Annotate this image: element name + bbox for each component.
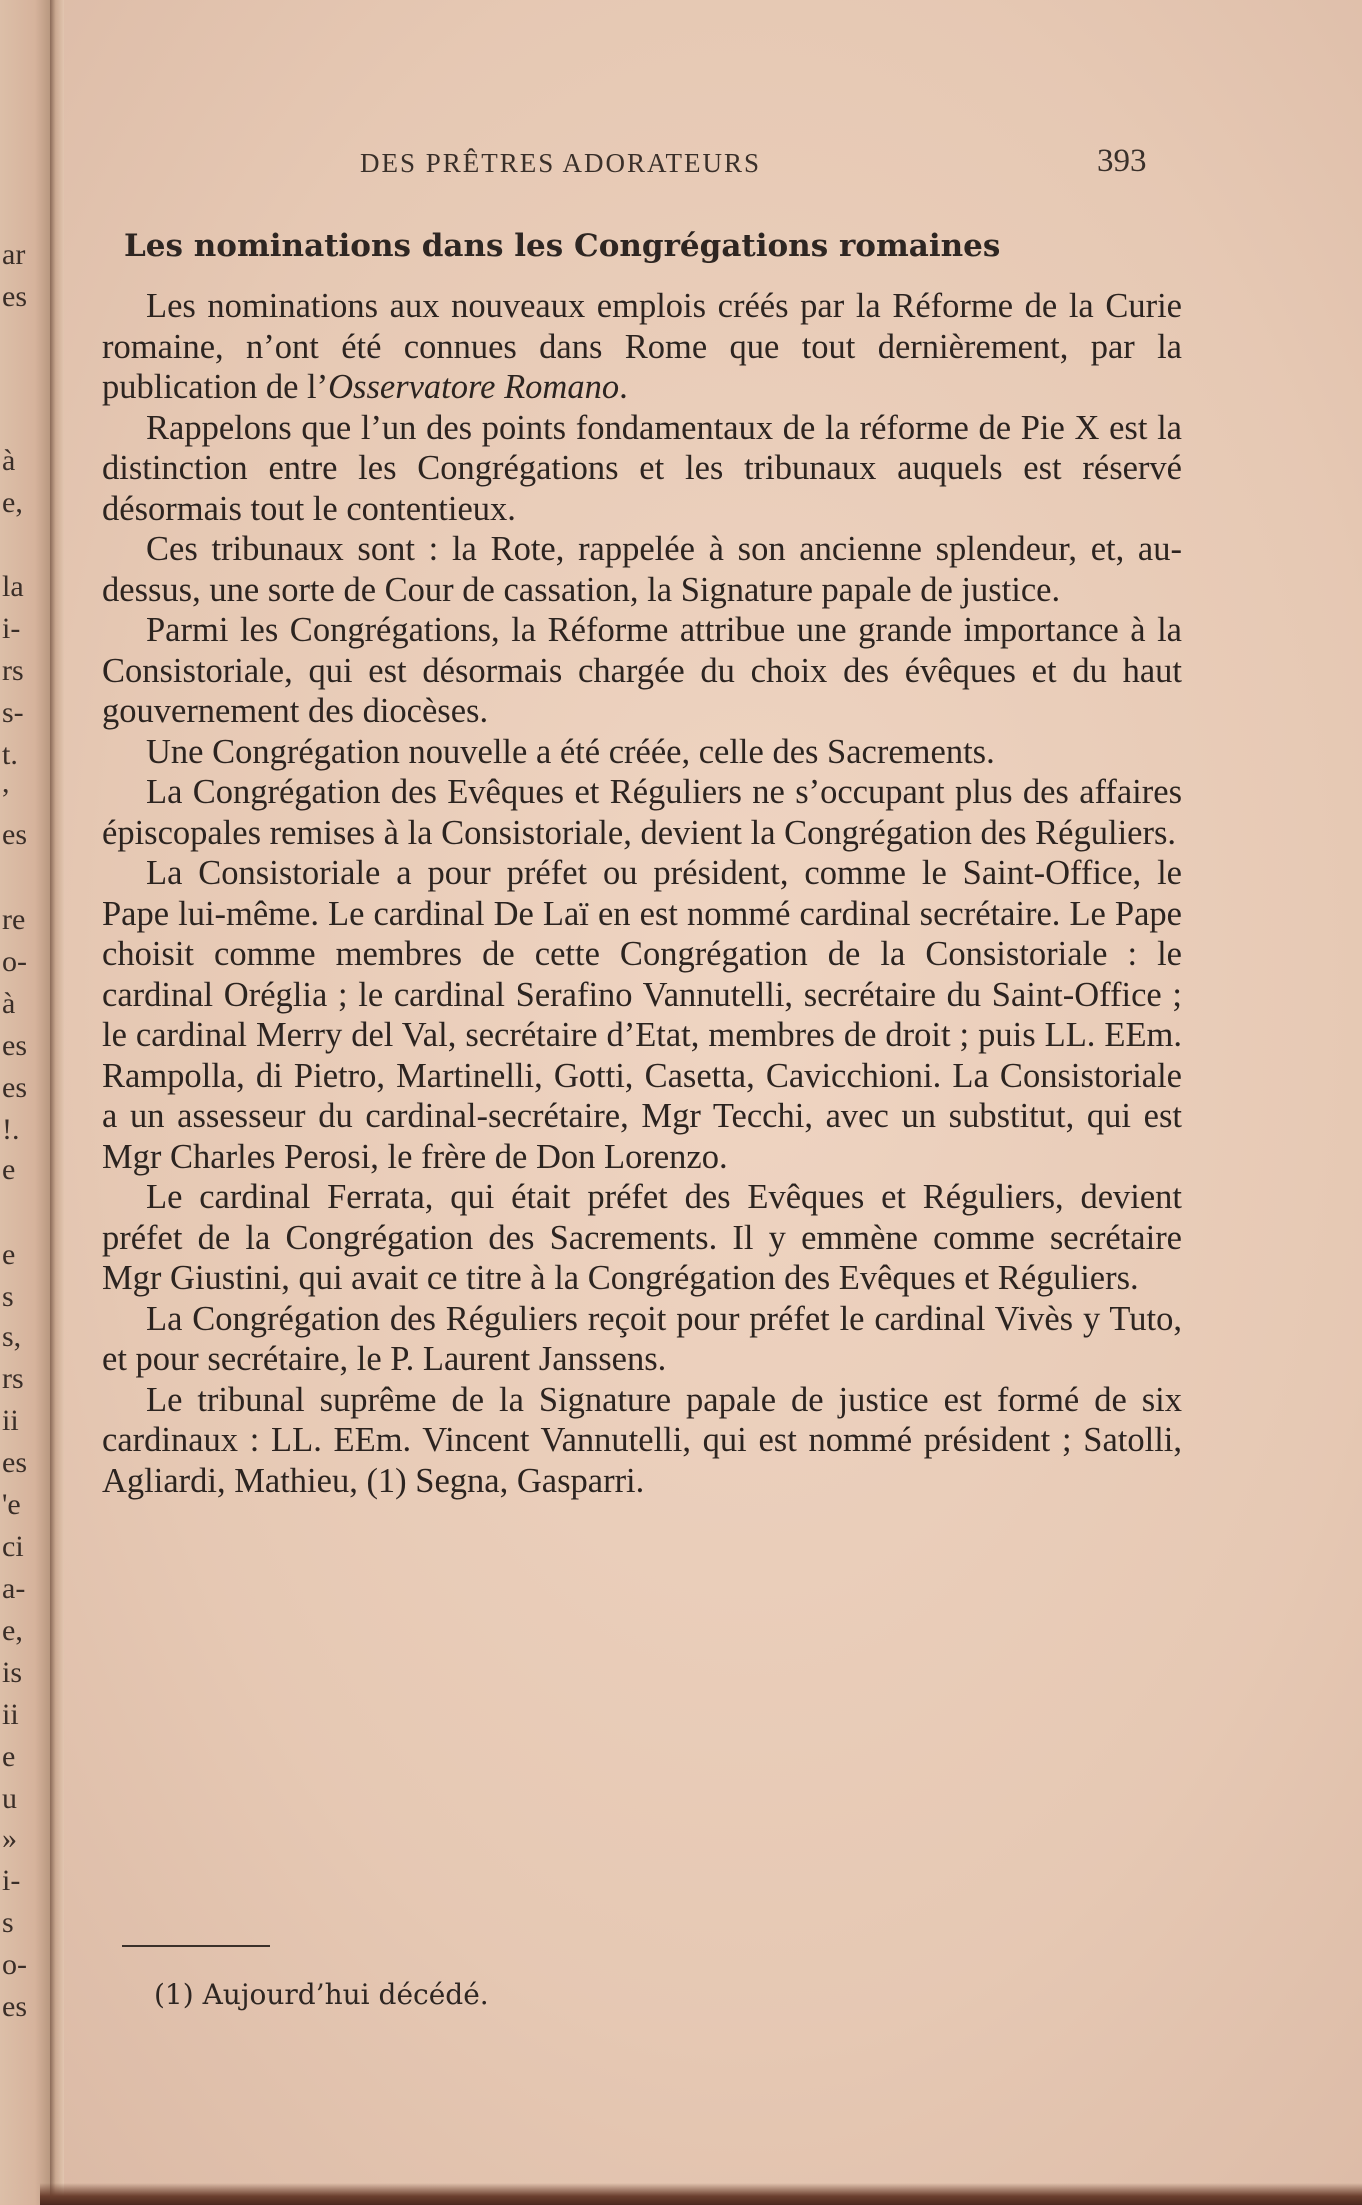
- left-page-fragment: e,: [2, 1614, 23, 1647]
- left-page-fragment: u: [2, 1782, 17, 1815]
- running-head: DES PRÊTRES ADORATEURS: [360, 148, 762, 178]
- left-page-fragment: s-: [2, 696, 24, 729]
- left-page-fragment: es: [2, 1446, 27, 1479]
- paragraph-4: Parmi les Congrégations, la Réforme attribue une grande importance à la Consistoriale, qui est désormais chargée du choix des évêques et du haut gouvernement des diocèses.: [102, 611, 1182, 730]
- left-page-fragment: e: [2, 1238, 16, 1271]
- left-page-fragment: e: [2, 1740, 16, 1773]
- page-number: 393: [1097, 143, 1147, 179]
- paragraph-2: Rappelons que l’un des points fondamentaux de la réforme de Pie X est la distinction entre les Congrégations et les tribunaux auquels est réservé désormais tout le contentieux.: [102, 408, 1182, 528]
- left-page-fragment: o-: [2, 1948, 27, 1981]
- left-page-fragment: is: [2, 1656, 23, 1689]
- left-page-fragment: la: [2, 570, 24, 603]
- left-page-fragment: à: [2, 444, 16, 477]
- paragraph-5: Une Congrégation nouvelle a été créée, celle des Sacrements.: [146, 732, 995, 771]
- body-text: [102, 286, 1182, 1501]
- left-page-fragment: s,: [2, 1320, 22, 1353]
- section-title: Les nominations dans les Congrégations romaines: [124, 228, 1001, 264]
- page-bottom-edge: [40, 2183, 1362, 2205]
- left-page-fragment: t.: [2, 738, 18, 771]
- left-page-fragment: es: [2, 1029, 27, 1062]
- paragraph-1-end: .: [619, 368, 628, 406]
- left-page-fragment: ,: [2, 766, 10, 799]
- paragraph-9: La Congrégation des Réguliers reçoit pour préfet le cardinal Vivès y Tuto, et pour secrétaire, le P. Laurent Janssens.: [102, 1299, 1182, 1378]
- left-page-fragment: es: [2, 1990, 27, 2023]
- left-page-fragment: s: [2, 1906, 14, 1939]
- left-page-fragment: ci: [2, 1530, 24, 1563]
- left-page-fragment: s: [2, 1280, 14, 1313]
- left-page-fragment: à: [2, 987, 16, 1020]
- left-page-fragment: i-: [2, 612, 21, 645]
- left-page-fragment: i-: [2, 1864, 21, 1897]
- paragraph-10: Le tribunal suprême de la Signature papale de justice est formé de six cardinaux : LL. EEm. Vincent Vannutelli, qui est nommé président ; Satolli, Agliardi, Mathieu, (1) Segna, Gasparri.: [102, 1380, 1182, 1500]
- left-page-fragment: re: [2, 903, 26, 936]
- left-page-fragment: e,: [2, 486, 23, 519]
- left-page-fragment: es: [2, 818, 27, 851]
- paragraph-1-text: Les nominations aux nouveaux emplois créés par la Réforme de la Curie romaine, n’ont été connues dans Rome que tout dernièrement, par la publication de l’: [102, 287, 1182, 406]
- left-page-fragment: es: [2, 1071, 27, 1104]
- left-page-fragment: ar: [2, 238, 26, 271]
- left-page-fragment: »: [2, 1822, 17, 1855]
- paragraph-6: La Congrégation des Evêques et Réguliers ne s’occupant plus des affaires épiscopales remises à la Consistoriale, devient la Congrégation des Réguliers.: [102, 773, 1182, 852]
- paragraph-1: [102, 286, 1182, 408]
- footnote-rule: [122, 1945, 270, 1947]
- left-page-fragment: rs: [2, 1362, 24, 1395]
- left-page-fragment: es: [2, 280, 27, 313]
- newspaper-title: Osservatore Romano: [328, 368, 620, 406]
- left-page-fragment: ii: [2, 1404, 19, 1437]
- footnote: (1) Aujourd’hui décédé.: [154, 1978, 489, 2011]
- left-page-fragment: a-: [2, 1572, 26, 1605]
- left-page-fragment: 'e: [2, 1488, 21, 1521]
- book-spine-shadow: [50, 0, 64, 2205]
- left-page-fragment: e: [2, 1153, 16, 1186]
- left-page-fragment: o-: [2, 945, 27, 978]
- paragraph-3: Ces tribunaux sont : la Rote, rappelée à son ancienne splendeur, et, au-dessus, une sorte de Cour de cassation, la Signature papale de justice.: [102, 530, 1182, 609]
- left-page-fragment: rs: [2, 654, 24, 687]
- left-page-fragment: ii: [2, 1698, 19, 1731]
- paragraph-7: La Consistoriale a pour préfet ou président, comme le Saint-Office, le Pape lui-même. Le cardinal De Laï en est nommé cardinal secrétaire. Le Pape choisit comme membres de cette Congrégation de la Consistoriale : le cardinal Oréglia ; le cardinal Serafino Vannutelli, secrétaire du Saint-Office ; le cardinal Merry del Val, secrétaire d’Etat, membres de droit ; puis LL. EEm. Rampolla, di Pietro, Martinelli, Gotti, Casetta, Cavicchioni. La Consistoriale a un assesseur du cardinal-secrétaire, Mgr Tecchi, avec un substitut, qui est Mgr Charles Perosi, le frère de Don Lorenzo.: [102, 854, 1182, 1176]
- paragraph-8: Le cardinal Ferrata, qui était préfet des Evêques et Réguliers, devient préfet de la Congrégation des Sacrements. Il y emmène comme secrétaire Mgr Giustini, qui avait ce titre à la Congrégation des Evêques et Réguliers.: [102, 1178, 1182, 1297]
- left-page-edge: [0, 0, 50, 2205]
- left-page-fragment: !.: [2, 1113, 20, 1146]
